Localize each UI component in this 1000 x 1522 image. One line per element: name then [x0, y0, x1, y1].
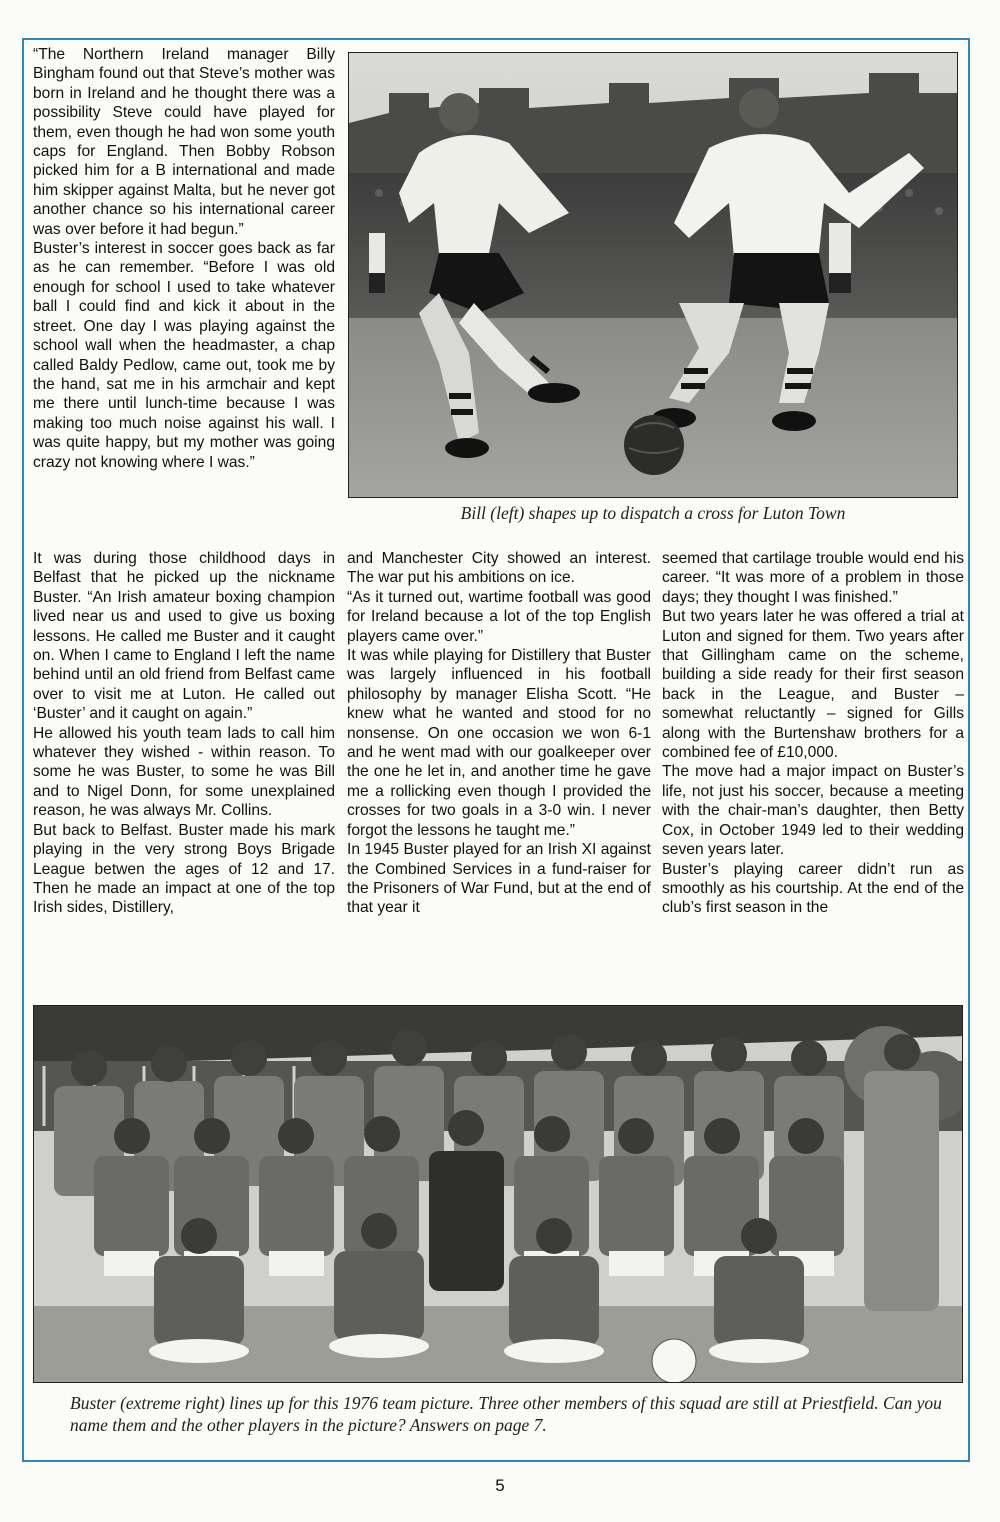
article-column-top-left [33, 45, 335, 472]
photo-caption-team: Buster (extreme right) lines up for this 1976 team picture. Three other members of this squad are still at Priestfield. Can you name them and the other players in the picture? Answers on page 7. [70, 1393, 942, 1435]
paragraph: and Manchester City showed an interest. The war put his ambitions on ice. [347, 550, 651, 587]
photo-caption-luton: Bill (left) shapes up to dispatch a cross for Luton Town [460, 503, 846, 523]
paragraph: Buster’s playing career didn’t run as smoothly as his courtship. At the end of the club’s first season in the [662, 860, 964, 917]
page-number: 5 [495, 1476, 505, 1495]
paragraph: In 1945 Buster played for an Irish XI against the Combined Services in a fund-raiser for the Prisoners of War Fund, but at the end of that year it [347, 841, 651, 917]
paragraph: Buster’s interest in soccer goes back as far as he can remember. “Before I was old enough for school I used to take whatever ball I could find and kick it about in the street. One day I was playing against the school wall when the headmaster, a chap called Baldy Pedlow, came out, took me by the hand, sat me in his armchair and kept me there until lunch-time because I was making too much noise against his wall. I was quite happy, but my mother was going crazy not knowing where I was.” [33, 240, 335, 471]
paragraph: seemed that cartilage trouble would end his career. “It was more of a problem in those days; they thought I was finished.” [662, 550, 964, 606]
article-column-left [33, 549, 335, 918]
paragraph: It was while playing for Distillery that Buster was largely influenced in his football philosophy by manager Elisha Scott. “He knew what he wanted and stood for no nonsense. On one occasion we won 6-1 and he went mad with our goalkeeper over the one he let in, and another time he gave me a rollicking even though I provided the crosses for two goals in a 3-0 win. I never forgot the lessons he taught me.” [347, 647, 651, 839]
paragraph: “As it turned out, wartime football was good for Ireland because a lot of the top English players came over.” [347, 588, 651, 645]
photo-luton-illustration [349, 53, 958, 498]
paragraph: The move had a major impact on Buster’s life, not just his soccer, because a meeting with the chair-man’s daughter, then Betty Cox, in October 1949 led to their wedding seven years later. [662, 763, 964, 859]
paragraph: But two years later he was offered a trial at Luton and signed for them. Two years after that Gillingham came on the scheme, building a side ready for their first season back in the League, and Buster – somewhat reluctantly – signed for Gills along with the Burtenshaw brothers for a combined fee of £10,000. [662, 608, 964, 762]
paragraph: It was during those childhood days in Belfast that he picked up the nickname Buster. “An Irish amateur boxing champion lived near us and used to give us boxing lessons. He called me Buster and it caught on. When I came to England I left the name behind until an old friend from Belfast came over to visit me at Luton. He called out ‘Buster’ and it caught on again.” [33, 550, 335, 723]
paragraph: “The Northern Ireland manager Billy Bingham found out that Steve’s mother was born in Ireland and he thought there was a possibility Steve could have played for them, even though he had won some youth caps for England. Then Bobby Robson picked him for a B international and made him skipper against Malta, but he never got another chance so his international career was over before it had begun.” [33, 46, 335, 238]
photo-team-1976 [33, 1005, 963, 1383]
article-column-middle [347, 549, 651, 918]
photo-luton-match [348, 52, 958, 498]
article-column-right [662, 549, 964, 918]
paragraph: He allowed his youth team lads to call him whatever they wished - within reason. To some he was Buster, to some he was Bill and to Nigel Donn, for some unexplained reason, he was always Mr. Collins. [33, 724, 335, 820]
photo-team-illustration [34, 1006, 963, 1383]
paragraph: But back to Belfast. Buster made his mark playing in the very strong Boys Brigade League betwen the ages of 12 and 17. Then he made an impact at one of the top Irish sides, Distillery, [33, 821, 335, 917]
